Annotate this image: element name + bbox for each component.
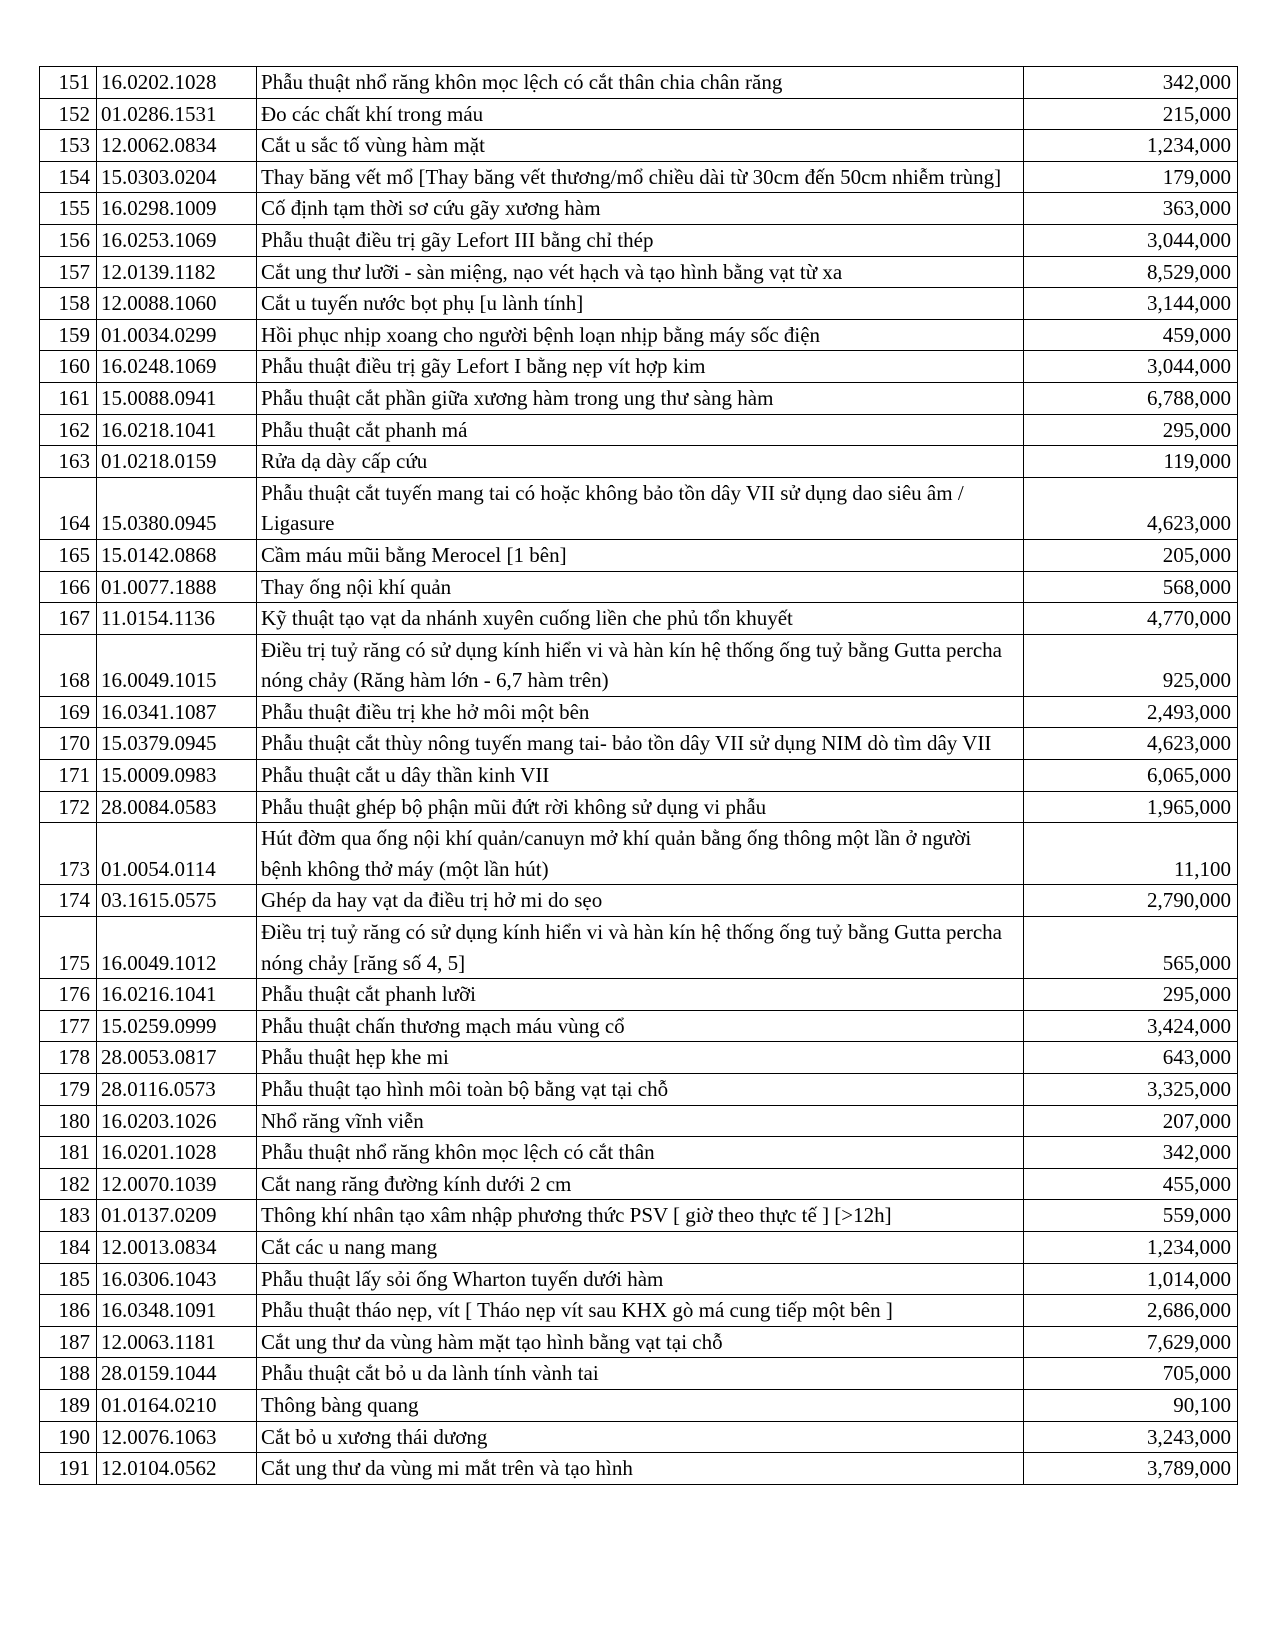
service-name: Phẫu thuật cắt phần giữa xương hàm trong ung thư sàng hàm — [257, 382, 1024, 414]
service-price: 3,325,000 — [1024, 1074, 1238, 1106]
row-number: 180 — [40, 1105, 97, 1137]
table-row — [40, 477, 1238, 539]
service-name: Rửa dạ dày cấp cứu — [257, 446, 1024, 478]
row-number: 176 — [40, 979, 97, 1011]
row-number: 167 — [40, 603, 97, 635]
service-code: 12.0013.0834 — [97, 1231, 257, 1263]
row-number: 179 — [40, 1074, 97, 1106]
service-code: 16.0306.1043 — [97, 1263, 257, 1295]
row-number: 175 — [40, 917, 97, 979]
table-row — [40, 1295, 1238, 1327]
table-row — [40, 1263, 1238, 1295]
table-row — [40, 539, 1238, 571]
service-code: 16.0248.1069 — [97, 351, 257, 383]
service-price: 459,000 — [1024, 319, 1238, 351]
service-code: 11.0154.1136 — [97, 603, 257, 635]
service-name: Phẫu thuật tháo nẹp, vít [ Tháo nẹp vít sau KHX gò má cung tiếp một bên ] — [257, 1295, 1024, 1327]
table-row — [40, 446, 1238, 478]
row-number: 155 — [40, 193, 97, 225]
table-row — [40, 1105, 1238, 1137]
row-number: 162 — [40, 414, 97, 446]
service-price: 3,243,000 — [1024, 1421, 1238, 1453]
table-row — [40, 98, 1238, 130]
service-name: Đo các chất khí trong máu — [257, 98, 1024, 130]
service-code: 03.1615.0575 — [97, 885, 257, 917]
service-name: Cắt ung thư da vùng hàm mặt tạo hình bằng vạt tại chỗ — [257, 1326, 1024, 1358]
service-price: 363,000 — [1024, 193, 1238, 225]
service-price: 342,000 — [1024, 67, 1238, 99]
table-row — [40, 193, 1238, 225]
service-price: 4,623,000 — [1024, 477, 1238, 539]
table-row — [40, 917, 1238, 979]
service-name: Thông bàng quang — [257, 1389, 1024, 1421]
service-name: Điều trị tuỷ răng có sử dụng kính hiển vi và hàn kín hệ thống ống tuỷ bằng Gutta percha nóng chảy (Răng hàm lớn - 6,7 hàm trên) — [257, 634, 1024, 696]
row-number: 174 — [40, 885, 97, 917]
service-price: 295,000 — [1024, 414, 1238, 446]
service-price: 1,234,000 — [1024, 1231, 1238, 1263]
service-price: 2,790,000 — [1024, 885, 1238, 917]
service-code: 12.0076.1063 — [97, 1421, 257, 1453]
service-name: Phẫu thuật cắt phanh lưỡi — [257, 979, 1024, 1011]
service-name: Ghép da hay vạt da điều trị hở mi do sẹo — [257, 885, 1024, 917]
table-row — [40, 1326, 1238, 1358]
row-number: 188 — [40, 1358, 97, 1390]
service-price: 90,100 — [1024, 1389, 1238, 1421]
table-row — [40, 1421, 1238, 1453]
service-code: 15.0379.0945 — [97, 728, 257, 760]
service-code: 12.0088.1060 — [97, 288, 257, 320]
service-price: 2,686,000 — [1024, 1295, 1238, 1327]
table-row — [40, 1453, 1238, 1485]
service-code: 01.0054.0114 — [97, 823, 257, 885]
service-code: 16.0218.1041 — [97, 414, 257, 446]
row-number: 187 — [40, 1326, 97, 1358]
service-code: 12.0139.1182 — [97, 256, 257, 288]
row-number: 191 — [40, 1453, 97, 1485]
service-code: 15.0142.0868 — [97, 539, 257, 571]
service-code: 16.0049.1015 — [97, 634, 257, 696]
service-price: 3,144,000 — [1024, 288, 1238, 320]
service-name: Phẫu thuật cắt bỏ u da lành tính vành tai — [257, 1358, 1024, 1390]
row-number: 153 — [40, 130, 97, 162]
service-name: Cắt u tuyến nước bọt phụ [u lành tính] — [257, 288, 1024, 320]
service-code: 16.0202.1028 — [97, 67, 257, 99]
row-number: 168 — [40, 634, 97, 696]
service-code: 01.0077.1888 — [97, 571, 257, 603]
row-number: 183 — [40, 1200, 97, 1232]
service-code: 16.0201.1028 — [97, 1137, 257, 1169]
service-name: Phẫu thuật nhổ răng khôn mọc lệch có cắt thân chia chân răng — [257, 67, 1024, 99]
row-number: 182 — [40, 1168, 97, 1200]
service-name: Cắt các u nang mang — [257, 1231, 1024, 1263]
service-price: 342,000 — [1024, 1137, 1238, 1169]
row-number: 166 — [40, 571, 97, 603]
service-code: 15.0380.0945 — [97, 477, 257, 539]
table-row — [40, 634, 1238, 696]
row-number: 152 — [40, 98, 97, 130]
table-row — [40, 885, 1238, 917]
service-name: Phẫu thuật cắt thùy nông tuyến mang tai- bảo tồn dây VII sử dụng NIM dò tìm dây VII — [257, 728, 1024, 760]
service-price: 119,000 — [1024, 446, 1238, 478]
service-name: Phẫu thuật tạo hình môi toàn bộ bằng vạt tại chỗ — [257, 1074, 1024, 1106]
table-row — [40, 696, 1238, 728]
row-number: 160 — [40, 351, 97, 383]
row-number: 164 — [40, 477, 97, 539]
service-name: Phẫu thuật chấn thương mạch máu vùng cổ — [257, 1010, 1024, 1042]
service-code: 15.0009.0983 — [97, 760, 257, 792]
service-price: 295,000 — [1024, 979, 1238, 1011]
service-price: 8,529,000 — [1024, 256, 1238, 288]
service-price: 179,000 — [1024, 161, 1238, 193]
table-row — [40, 1010, 1238, 1042]
row-number: 181 — [40, 1137, 97, 1169]
service-price: 207,000 — [1024, 1105, 1238, 1137]
row-number: 157 — [40, 256, 97, 288]
service-code: 15.0088.0941 — [97, 382, 257, 414]
service-name: Cắt nang răng đường kính dưới 2 cm — [257, 1168, 1024, 1200]
service-code: 16.0348.1091 — [97, 1295, 257, 1327]
service-name: Thông khí nhân tạo xâm nhập phương thức PSV [ giờ theo thực tế ] [>12h] — [257, 1200, 1024, 1232]
table-body — [40, 67, 1238, 1485]
service-price: 568,000 — [1024, 571, 1238, 603]
service-price: 3,789,000 — [1024, 1453, 1238, 1485]
row-number: 161 — [40, 382, 97, 414]
service-name: Cầm máu mũi bằng Merocel [1 bên] — [257, 539, 1024, 571]
table-row — [40, 1042, 1238, 1074]
service-name: Hút đờm qua ống nội khí quản/canuyn mở khí quản bằng ống thông một lần ở người bệnh không thở máy (một lần hút) — [257, 823, 1024, 885]
service-code: 01.0034.0299 — [97, 319, 257, 351]
row-number: 151 — [40, 67, 97, 99]
row-number: 169 — [40, 696, 97, 728]
service-price: 4,770,000 — [1024, 603, 1238, 635]
table-row — [40, 319, 1238, 351]
service-code: 16.0203.1026 — [97, 1105, 257, 1137]
service-price: 925,000 — [1024, 634, 1238, 696]
table-row — [40, 823, 1238, 885]
table-row — [40, 1200, 1238, 1232]
table-row — [40, 791, 1238, 823]
price-table — [39, 66, 1238, 1485]
table-row — [40, 67, 1238, 99]
service-name: Phẫu thuật lấy sỏi ống Wharton tuyến dưới hàm — [257, 1263, 1024, 1295]
row-number: 170 — [40, 728, 97, 760]
service-code: 28.0084.0583 — [97, 791, 257, 823]
row-number: 184 — [40, 1231, 97, 1263]
service-price: 7,629,000 — [1024, 1326, 1238, 1358]
table-row — [40, 1074, 1238, 1106]
table-row — [40, 414, 1238, 446]
row-number: 163 — [40, 446, 97, 478]
table-row — [40, 571, 1238, 603]
service-price: 6,788,000 — [1024, 382, 1238, 414]
service-name: Cắt u sắc tố vùng hàm mặt — [257, 130, 1024, 162]
row-number: 172 — [40, 791, 97, 823]
service-code: 01.0164.0210 — [97, 1389, 257, 1421]
row-number: 156 — [40, 224, 97, 256]
service-code: 28.0116.0573 — [97, 1074, 257, 1106]
service-code: 01.0218.0159 — [97, 446, 257, 478]
service-name: Phẫu thuật nhổ răng khôn mọc lệch có cắt thân — [257, 1137, 1024, 1169]
service-code: 16.0341.1087 — [97, 696, 257, 728]
row-number: 171 — [40, 760, 97, 792]
row-number: 190 — [40, 1421, 97, 1453]
service-price: 4,623,000 — [1024, 728, 1238, 760]
service-name: Cắt ung thư da vùng mi mắt trên và tạo hình — [257, 1453, 1024, 1485]
row-number: 154 — [40, 161, 97, 193]
table-row — [40, 351, 1238, 383]
row-number: 189 — [40, 1389, 97, 1421]
service-name: Thay ống nội khí quản — [257, 571, 1024, 603]
service-name: Cắt bỏ u xương thái dương — [257, 1421, 1024, 1453]
service-name: Phẫu thuật cắt u dây thần kinh VII — [257, 760, 1024, 792]
service-price: 205,000 — [1024, 539, 1238, 571]
service-price: 2,493,000 — [1024, 696, 1238, 728]
service-name: Điều trị tuỷ răng có sử dụng kính hiển vi và hàn kín hệ thống ống tuỷ bằng Gutta percha nóng chảy [răng số 4, 5] — [257, 917, 1024, 979]
row-number: 185 — [40, 1263, 97, 1295]
table-row — [40, 1137, 1238, 1169]
table-row — [40, 728, 1238, 760]
service-code: 01.0137.0209 — [97, 1200, 257, 1232]
table-row — [40, 161, 1238, 193]
service-price: 1,234,000 — [1024, 130, 1238, 162]
service-price: 1,014,000 — [1024, 1263, 1238, 1295]
table-row — [40, 760, 1238, 792]
service-price: 565,000 — [1024, 917, 1238, 979]
table-row — [40, 1231, 1238, 1263]
service-code: 15.0259.0999 — [97, 1010, 257, 1042]
service-price: 215,000 — [1024, 98, 1238, 130]
table-row — [40, 224, 1238, 256]
service-code: 12.0104.0562 — [97, 1453, 257, 1485]
service-code: 12.0063.1181 — [97, 1326, 257, 1358]
row-number: 178 — [40, 1042, 97, 1074]
service-name: Cố định tạm thời sơ cứu gãy xương hàm — [257, 193, 1024, 225]
row-number: 165 — [40, 539, 97, 571]
service-price: 3,044,000 — [1024, 351, 1238, 383]
table-row — [40, 979, 1238, 1011]
service-name: Phẫu thuật cắt tuyến mang tai có hoặc không bảo tồn dây VII sử dụng dao siêu âm / Ligasure — [257, 477, 1024, 539]
table-row — [40, 382, 1238, 414]
service-code: 12.0062.0834 — [97, 130, 257, 162]
service-price: 3,044,000 — [1024, 224, 1238, 256]
service-price: 455,000 — [1024, 1168, 1238, 1200]
service-code: 16.0216.1041 — [97, 979, 257, 1011]
service-code: 16.0049.1012 — [97, 917, 257, 979]
table-row — [40, 1389, 1238, 1421]
service-price: 3,424,000 — [1024, 1010, 1238, 1042]
table-row — [40, 1168, 1238, 1200]
service-code: 28.0053.0817 — [97, 1042, 257, 1074]
table-row — [40, 603, 1238, 635]
service-price: 1,965,000 — [1024, 791, 1238, 823]
service-name: Phẫu thuật điều trị gãy Lefort III bằng chỉ thép — [257, 224, 1024, 256]
service-price: 6,065,000 — [1024, 760, 1238, 792]
service-code: 15.0303.0204 — [97, 161, 257, 193]
service-price: 559,000 — [1024, 1200, 1238, 1232]
service-code: 16.0253.1069 — [97, 224, 257, 256]
service-name: Nhổ răng vĩnh viễn — [257, 1105, 1024, 1137]
row-number: 186 — [40, 1295, 97, 1327]
service-name: Phẫu thuật điều trị gãy Lefort I bằng nẹp vít hợp kim — [257, 351, 1024, 383]
service-name: Cắt ung thư lưỡi - sàn miệng, nạo vét hạch và tạo hình bằng vạt từ xa — [257, 256, 1024, 288]
service-code: 16.0298.1009 — [97, 193, 257, 225]
row-number: 173 — [40, 823, 97, 885]
service-price: 643,000 — [1024, 1042, 1238, 1074]
table-row — [40, 256, 1238, 288]
service-name: Phẫu thuật cắt phanh má — [257, 414, 1024, 446]
row-number: 159 — [40, 319, 97, 351]
service-name: Phẫu thuật ghép bộ phận mũi đứt rời không sử dụng vi phẫu — [257, 791, 1024, 823]
table-row — [40, 1358, 1238, 1390]
row-number: 177 — [40, 1010, 97, 1042]
table-row — [40, 130, 1238, 162]
service-name: Phẫu thuật hẹp khe mi — [257, 1042, 1024, 1074]
service-code: 12.0070.1039 — [97, 1168, 257, 1200]
service-price: 705,000 — [1024, 1358, 1238, 1390]
service-code: 01.0286.1531 — [97, 98, 257, 130]
service-name: Phẫu thuật điều trị khe hở môi một bên — [257, 696, 1024, 728]
service-price: 11,100 — [1024, 823, 1238, 885]
service-name: Hồi phục nhịp xoang cho người bệnh loạn nhịp bằng máy sốc điện — [257, 319, 1024, 351]
service-name: Thay băng vết mổ [Thay băng vết thương/mổ chiều dài từ 30cm đến 50cm nhiễm trùng] — [257, 161, 1024, 193]
row-number: 158 — [40, 288, 97, 320]
table-row — [40, 288, 1238, 320]
service-name: Kỹ thuật tạo vạt da nhánh xuyên cuống liền che phủ tổn khuyết — [257, 603, 1024, 635]
service-code: 28.0159.1044 — [97, 1358, 257, 1390]
